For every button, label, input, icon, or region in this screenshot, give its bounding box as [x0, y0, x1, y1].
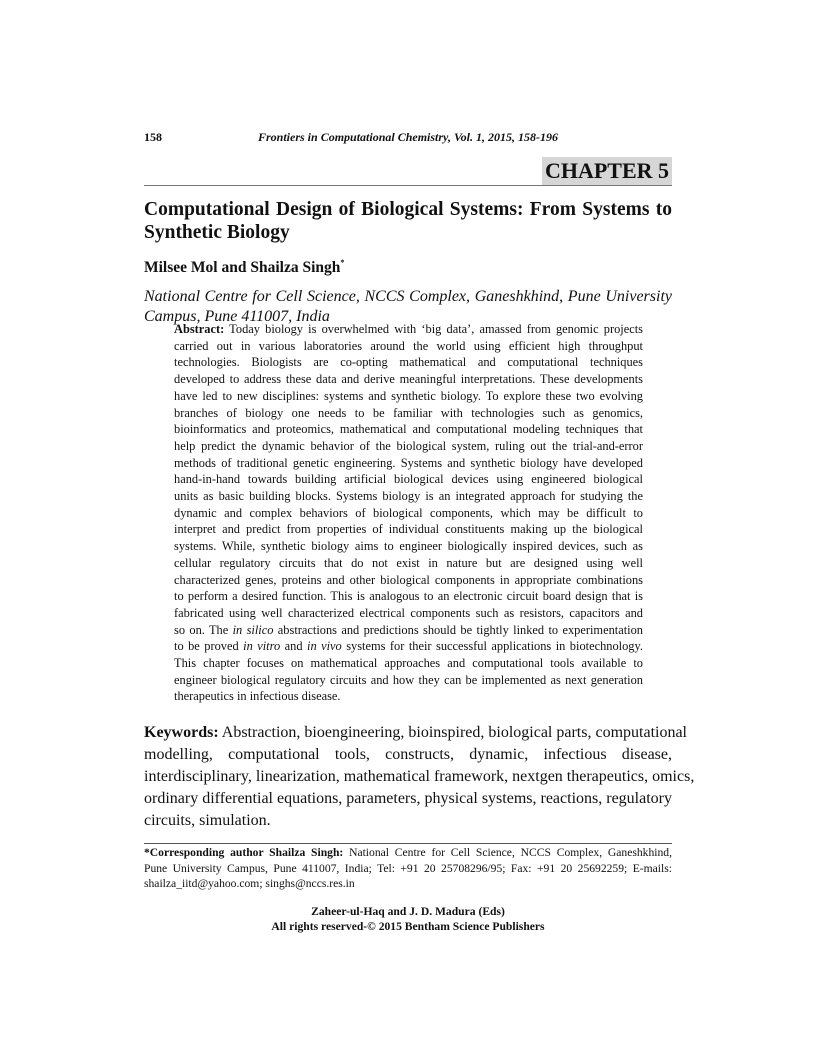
keywords-line: [144, 788, 672, 810]
header-rule: [144, 185, 672, 186]
abstract-text: units as basic building blocks. Systems biology is an integrated approach for studying the: [174, 489, 643, 503]
abstract-text: help predict the dynamic behavior of the biological system, ruling out the trial-and-error: [174, 438, 643, 453]
abstract-text: branches of biology one needs to be familiar with technologies such as genomics,: [174, 405, 643, 420]
abstract-text: Today biology is overwhelmed with ‘big data’, amassed from genomic projects: [224, 322, 643, 336]
abstract-text: in vivo: [307, 639, 342, 654]
abstract-text: fabricated using well characterized electrical components such as resistors, capacitors and: [174, 605, 643, 620]
footnote-line: [144, 876, 672, 891]
keywords-text: Keywords:: [144, 724, 219, 741]
running-header: Frontiers in Computational Chemistry, Vol. 1, 2015, 158-196: [258, 130, 558, 144]
abstract-line: [174, 688, 643, 704]
abstract-line: [174, 672, 643, 688]
abstract-text: characterized genes, proteins and other biological components in appropriate combinations: [174, 572, 643, 587]
abstract-line: [174, 321, 643, 337]
abstract-line: [174, 438, 643, 454]
affiliation-line-1: National Centre for Cell Science, NCCS Complex, Ganeshkhind, Pune University: [144, 288, 672, 305]
chapter-title-line-1: Computational Design of Biological Systems: From Systems to: [144, 199, 672, 220]
abstract-line: [174, 471, 643, 487]
footnote-text: *Corresponding author Shailza Singh:: [144, 846, 344, 859]
abstract-line: [174, 521, 643, 537]
abstract-text: This chapter focuses on mathematical approaches and computational tools available to: [174, 656, 643, 670]
abstract-line: [174, 555, 643, 571]
chapter-title-line-2: Synthetic Biology: [144, 222, 290, 243]
keywords-text: modelling, computational tools, constructs, dynamic, infectious disease,: [144, 746, 672, 763]
abstract-text: in silico: [232, 622, 274, 637]
abstract-line: [174, 538, 643, 554]
abstract-line: [174, 354, 643, 370]
footnote-text: shailza_iitd@yahoo.com; singhs@nccs.res.in: [144, 877, 355, 890]
abstract-text: technologies. Biologists are co-opting mathematical and computational techniques: [174, 355, 643, 370]
authors: [144, 258, 344, 277]
abstract-line: [174, 638, 643, 654]
abstract-line: [174, 488, 643, 504]
keywords-line: [144, 810, 672, 832]
abstract-text: therapeutics in infectious disease.: [174, 689, 341, 704]
abstract-line: [174, 388, 643, 404]
abstract-line: [174, 405, 643, 421]
abstract-text: interpret and predict from properties of individual constituents making up the biological: [174, 522, 643, 537]
footnote-line: [144, 861, 672, 876]
abstract-text: hand-in-hand towards building artificial biological devices using engineered biological: [174, 472, 643, 487]
abstract-text: systems. While, synthetic biology aims to engineer biologically inspired devices, such as: [174, 539, 643, 554]
keywords-text: ordinary differential equations, parameters, physical systems, reactions, regulatory: [144, 790, 672, 807]
abstract-line: [174, 622, 643, 638]
abstract-text: dynamic and complex behaviors of biological components, which may be difficult to: [174, 505, 643, 520]
abstract-text: developed to address these data and derive meaningful interpretations. These developments: [174, 372, 643, 387]
abstract-line: [174, 588, 643, 604]
footnote-text: Pune University Campus, Pune 411007, India; Tel: +91 20 25708296/95; Fax: +91 20 25692259; E-mails:: [144, 861, 672, 875]
abstract-text: to perform a desired function. This is analogous to an electronic circuit board design that is: [174, 589, 643, 604]
abstract-line: [174, 572, 643, 588]
keywords-line: [144, 722, 687, 744]
abstract-text: to be proved: [174, 639, 244, 654]
keywords-text: circuits, simulation.: [144, 812, 271, 829]
abstract-line: [174, 338, 643, 354]
abstract-text: bioinformatics and proteomics, mathematical and computational modeling techniques that: [174, 422, 643, 437]
abstract-text: carried out in various laboratories around the world using efficient high throughput: [174, 338, 643, 353]
copyright-line: All rights reserved-© 2015 Bentham Science Publishers: [271, 920, 545, 933]
abstract-line: [174, 455, 643, 471]
keywords-text: interdisciplinary, linearization, mathematical framework, nextgen therapeutics, omics,: [144, 768, 695, 785]
keywords-line: [144, 744, 672, 766]
keywords-text: Abstraction, bioengineering, bioinspired, biological parts, computational: [218, 724, 687, 741]
abstract-text: have led to new disciplines: systems and synthetic biology. To explore these two evolving: [174, 388, 643, 403]
abstract-text: methods of traditional genetic engineering. Systems and synthetic biology have developed: [174, 455, 643, 470]
abstract-text: systems for their successful applications in biotechnology.: [341, 639, 643, 654]
abstract-text: cellular regulatory circuits that do not exist in nature but are designed using well: [174, 555, 643, 570]
footnote-text: National Centre for Cell Science, NCCS Complex, Ganeshkhind,: [343, 846, 672, 859]
chapter-label: CHAPTER 5: [542, 157, 672, 185]
abstract-text: engineer biological regulatory circuits and how they can be implemented as next generation: [174, 672, 643, 687]
abstract-line: [174, 605, 643, 621]
abstract-line: [174, 505, 643, 521]
corresponding-marker: *: [340, 258, 345, 267]
footnote-rule: [144, 843, 672, 844]
affiliation-line-2: Campus, Pune 411007, India: [144, 308, 330, 325]
editors-line: Zaheer-ul-Haq and J. D. Madura (Eds): [311, 905, 505, 918]
author-names: Milsee Mol and Shailza Singh: [144, 259, 341, 276]
footnote-line: [144, 845, 672, 860]
abstract-text: so on. The: [174, 622, 233, 637]
abstract-text: abstractions and predictions should be tightly linked to experimentation: [273, 622, 643, 637]
keywords-line: [144, 766, 695, 788]
abstract-text: Abstract:: [174, 322, 225, 336]
page-number: 158: [144, 130, 162, 144]
abstract-line: [174, 421, 643, 437]
abstract-line: [174, 371, 643, 387]
abstract-line: [174, 655, 643, 671]
abstract-text: and: [280, 639, 307, 654]
abstract-text: in vitro: [243, 639, 281, 654]
